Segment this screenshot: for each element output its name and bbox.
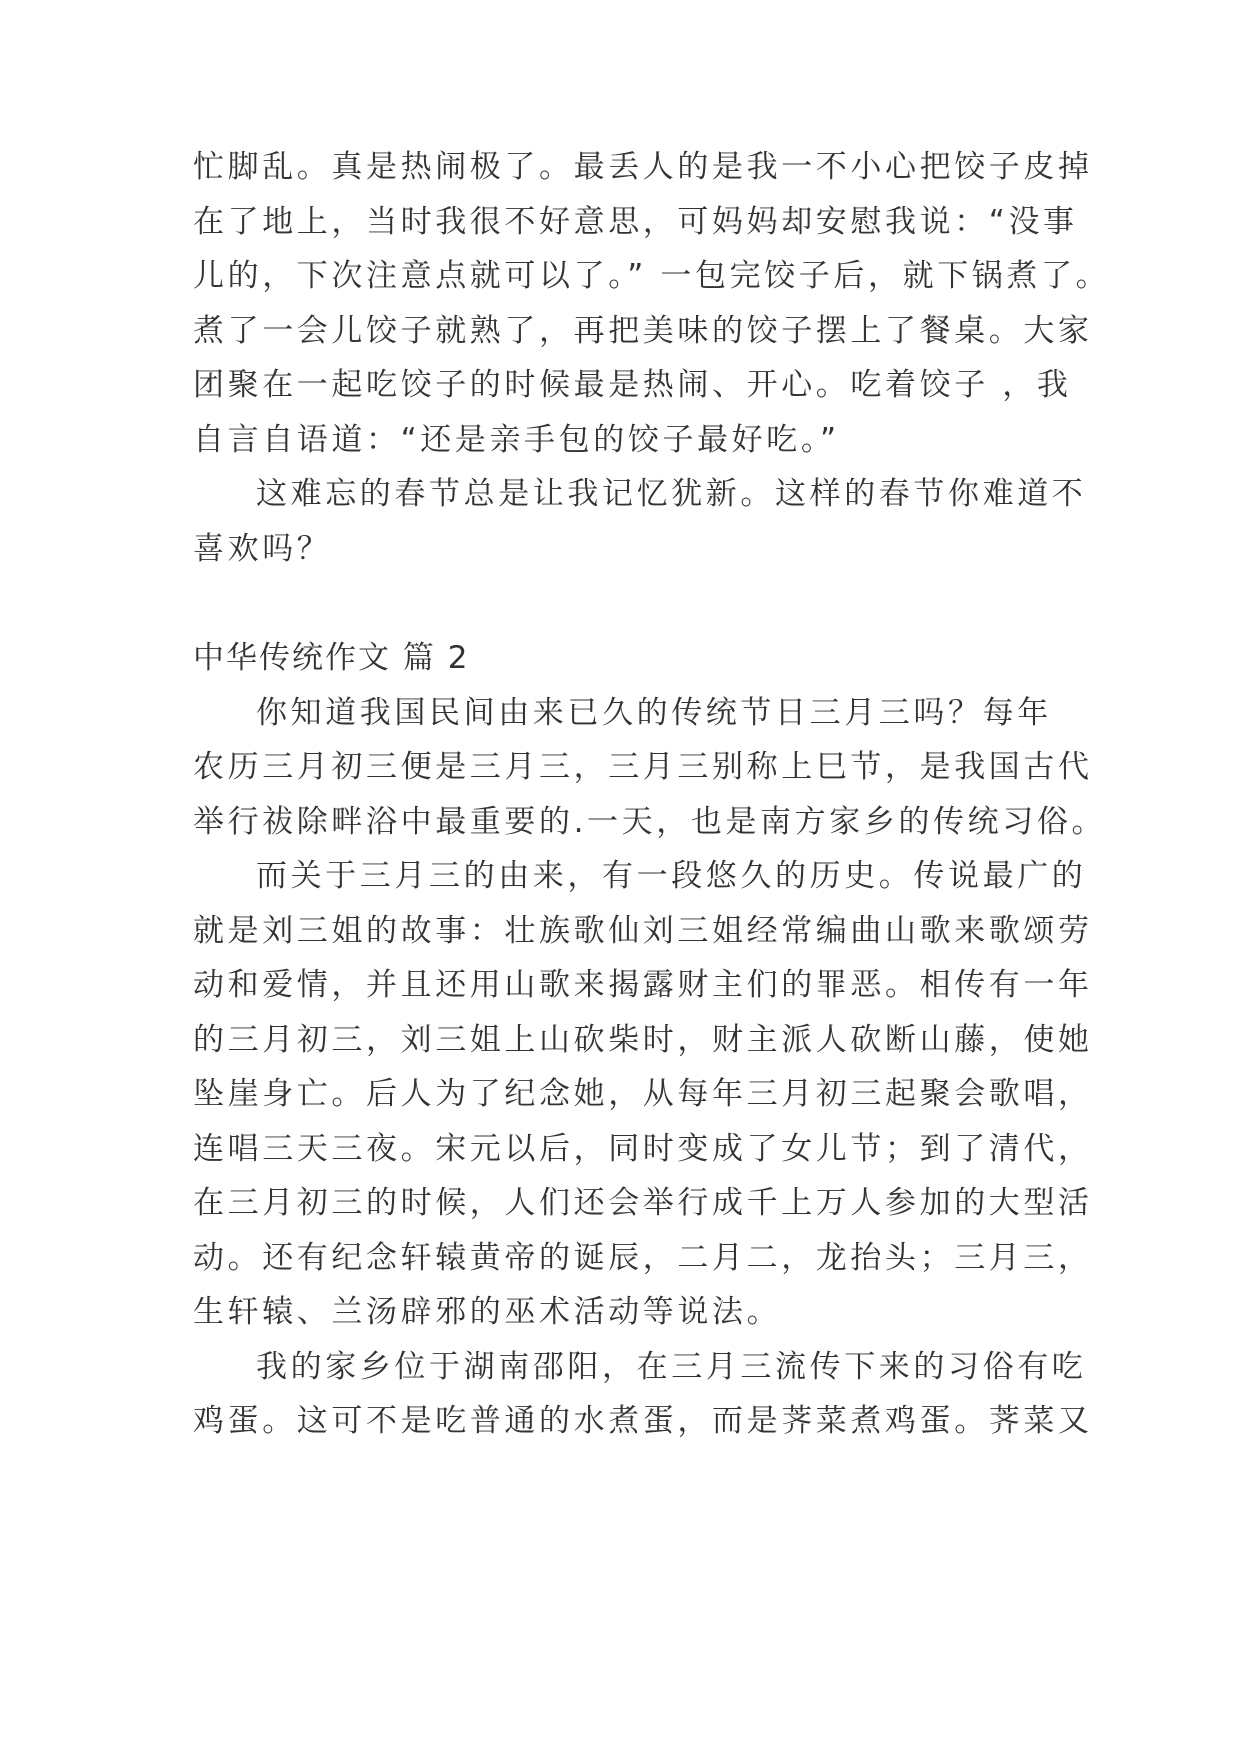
paragraph-line: 连唱三天三夜。宋元以后，同时变成了女儿节；到了清代， (193, 1131, 1093, 1167)
paragraph-line: 举行祓除畔浴中最重要的.一天，也是南方家乡的传统习俗。 (193, 804, 1107, 840)
paragraph-line: 煮了一会儿饺子就熟了，再把美味的饺子摆上了餐桌。大家 (193, 313, 1093, 349)
paragraph-line: 鸡蛋。这可不是吃普通的水煮蛋，而是荠菜煮鸡蛋。荠菜又 (193, 1403, 1093, 1439)
paragraph-line: 动。还有纪念轩辕黄帝的诞辰，二月二，龙抬头；三月三， (193, 1240, 1093, 1276)
paragraph-line: 动和爱情，并且还用山歌来揭露财主们的罪恶。相传有一年 (193, 967, 1093, 1003)
paragraph-line: 坠崖身亡。后人为了纪念她，从每年三月初三起聚会歌唱， (193, 1076, 1093, 1112)
paragraph-line: 而关于三月三的由来，有一段悠久的历史。传说最广的 (256, 858, 1087, 894)
paragraph-line: 在了地上，当时我很不好意思，可妈妈却安慰我说：“没事 (193, 204, 1078, 240)
paragraph-line: 就是刘三姐的故事：壮族歌仙刘三姐经常编曲山歌来歌颂劳 (193, 913, 1093, 949)
paragraph-line: 的三月初三，刘三姐上山砍柴时，财主派人砍断山藤，使她 (193, 1022, 1093, 1058)
paragraph-line: 自言自语道：“还是亲手包的饺子最好吃。” (193, 422, 840, 458)
paragraph-line: 这难忘的春节总是让我记忆犹新。这样的春节你难道不 (256, 476, 1087, 512)
paragraph-line: 团聚在一起吃饺子的时候最是热闹、开心。吃着饺子 ，我 (193, 367, 1072, 403)
paragraph-line: 在三月初三的时候，人们还会举行成千上万人参加的大型活 (193, 1185, 1093, 1221)
paragraph-line: 喜欢吗？ (193, 531, 332, 567)
paragraph-line: 我的家乡位于湖南邵阳，在三月三流传下来的习俗有吃 (256, 1349, 1087, 1385)
paragraph-line: 忙脚乱。真是热闹极了。最丢人的是我一不小心把饺子皮掉 (193, 149, 1093, 185)
paragraph-line: 你知道我国民间由来已久的传统节日三月三吗？每年 (256, 695, 1052, 731)
section-title: 中华传统作文 篇 2 (193, 640, 470, 676)
paragraph-line: 儿的，下次注意点就可以了。” 一包完饺子后，就下锅煮了。 (193, 258, 1111, 294)
paragraph-line: 生轩辕、兰汤辟邪的巫术活动等说法。 (193, 1294, 782, 1330)
paragraph-line: 农历三月初三便是三月三，三月三别称上巳节，是我国古代 (193, 749, 1093, 785)
